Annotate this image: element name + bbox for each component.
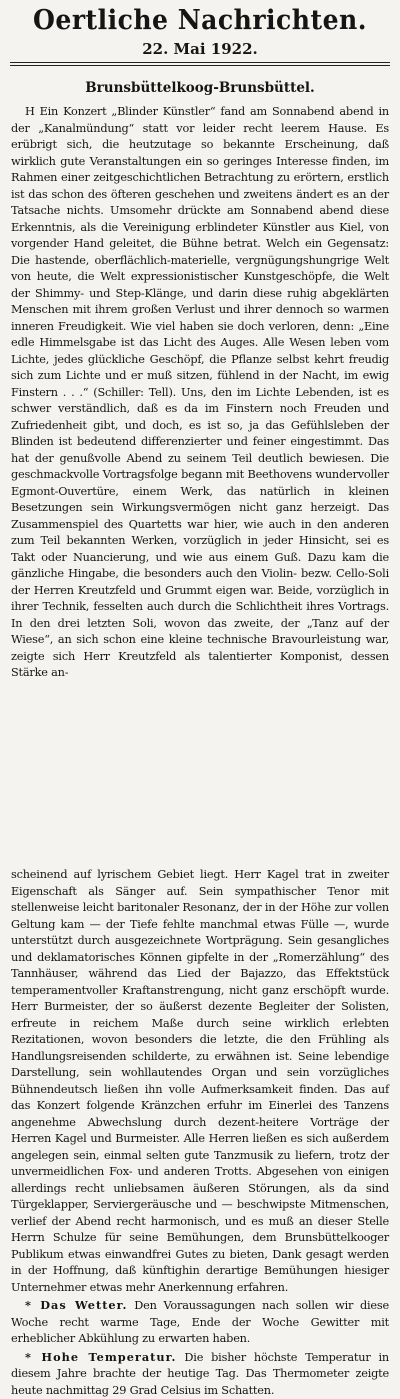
temperature-lead: * Hohe Temperatur. bbox=[25, 1350, 176, 1364]
top-divider-double bbox=[10, 65, 390, 66]
article-heading: Brunsbüttelkoog-Brunsbüttel. bbox=[0, 80, 400, 96]
article-part-one bbox=[11, 104, 389, 682]
article-paragraph-continued: scheinend auf lyrischem Gebiet liegt. Herr Kagel trat in zweiter Eigenschaft als Sänger auf. Sein sympathischer Tenor mit stellenweise leicht baritonaler Resonanz, der in der Höhe zur vollen Geltung kam — der Tiefe fehlte manchmal etwas Fülle —, wurde unterstützt durch ausgezeichnete Wortprägung. Sein gesangliches und deklamatorisches Können gipfelte in der „Romerzählung“ des Tannhäuser, während das Lied der Bajazzo, das Effektstück temperamentvoller Kraftanstrengung, nicht ganz erschöpft wurde. Herr Burmeister, der so äußerst dezente Begleiter der Solisten, erfreute in reichem Maße durch seine wirklich erlebten Rezitationen, wovon besonders die letzte, die den Frühling als Handlungsreisenden schilderte, zu erwähnen ist. Seine lebendige Darstellung, sein wohllautendes Organ und sein vorzügliches Bühnendeutsch ließen ihn volle Aufmerksamkeit finden. Das auf das Konzert folgende Kränzchen erfuhr im Einerlei des Tanzens angenehme Abwechslung durch dezent-heitere Vorträge der Herren Kagel und Burmeister. Alle Herren ließen es sich außerdem angelegen sein, einmal selten gute Tanzmusik zu liefern, trotz der unvermeidlichen Fox- und anderen Trotts. Abgesehen von einigen allerdings recht unliebsamen äußeren Störungen, als da sind Türgeklapper, Serviergeräusche und — beschwipste Mitmenschen, verlief der Abend recht harmonisch, und es muß an dieser Stelle Herrn Schulze für seine Bemühungen, dem Brunsbüttelkooger Publikum etwas einwandfrei Gutes zu bieten, Dank gesagt werden in der Hoffnung, daß künftighin derartige Bemühungen hiesiger Unternehmer etwas mehr Anerkennung erfahren. bbox=[11, 867, 389, 1296]
weather-lead: * Das Wetter. bbox=[25, 1298, 127, 1312]
temperature-notice bbox=[11, 1349, 389, 1399]
temperature-text: Die bisher höchste Temperatur in diesem Jahre brachte der heutige Tag. Das Thermometer zeigte heute nachmittag 29 Grad Celsius im Schatten. bbox=[11, 1351, 389, 1397]
weather-notice bbox=[11, 1297, 389, 1348]
article-part-two bbox=[11, 867, 389, 1399]
section-title: Oertliche Nachrichten. bbox=[14, 4, 386, 38]
weather-text: Den Voraussagungen nach sollen wir diese Woche recht warme Tage, Ende der Woche Gewitter mit erheblicher Abkühlung zu erwarten haben. bbox=[11, 1299, 389, 1345]
issue-date: 22. Mai 1922. bbox=[0, 40, 400, 58]
top-divider bbox=[10, 62, 390, 63]
article-paragraph: H Ein Konzert „Blinder Künstler“ fand am Sonnabend abend in der „Kanalmündung“ statt vor leider recht leerem Hause. Es erübrigt sich, die heutzutage so bekannte Erscheinung, daß wirklich gute Veranstaltungen ein so geringes Interesse finden, im Rahmen einer zeitgeschichtlichen Betrachtung zu erörtern, erstlich ist das schon des öfteren geschehen und zweitens ändert es an der Tatsache nichts. Umsomehr drückte am Sonnabend abend diese Erkenntnis, als die Vereinigung erblindeter Künstler aus Kiel, von vorgender Hand geleitet, die Bühne betrat. Welch ein Gegensatz: Die hastende, oberflächlich-materielle, vergnügungshungrige Welt von heute, die Welt expressionistischer Kunstgeschöpfe, die Welt der Shimmy- und Step-Klänge, und darin diese ruhig abgeklärten Menschen mit ihrem großen Verlust und ihrer dennoch so warmen inneren Freudigkeit. Wie viel haben sie doch verloren, denn: „Eine edle Himmelsgabe ist das Licht des Auges. Alle Wesen leben vom Lichte, jedes glückliche Geschöpf, die Pflanze selbst kehrt freudig sich zum Lichte und er muß sitzen, fühlend in der Nacht, im ewig Finstern . . .“ (Schiller: Tell). Uns, den im Lichte Lebenden, ist es schwer verständlich, daß es da im Finstern noch Freuden und Zufriedenheit gibt, und doch, es ist so, ja das Gefühlsleben der Blinden ist bedeutend differenzierter und feiner eingestimmt. Das hat der genußvolle Abend zu seinem Teil deutlich bewiesen. Die geschmackvolle Vortragsfolge begann mit Beethovens wundervoller Egmont-Ouvertüre, einem Werk, das natürlich in kleinen Besetzungen sein Wirkungsvermögen nicht ganz herzeigt. Das Zusammenspiel des Quartetts war hier, wie auch in den anderen zum Teil bekannten Werken, vorzüglich in jeder Hinsicht, sei es Takt oder Nuancierung, und wie aus einem Guß. Dazu kam die gänzliche Hingabe, die besonders auch den Violin- bezw. Cello-Soli der Herren Kreutzfeld und Grummt eigen war. Beide, vorzüglich in ihrer Technik, fesselten auch durch die Schlichtheit ihres Vortrags. In den drei letzten Soli, wovon das zweite, der „Tanz auf der Wiese“, an sich schon eine kleine technische Bravourleistung war, zeigte sich Herr Kreutzfeld als talentierter Komponist, dessen Stärke an- bbox=[11, 104, 389, 682]
